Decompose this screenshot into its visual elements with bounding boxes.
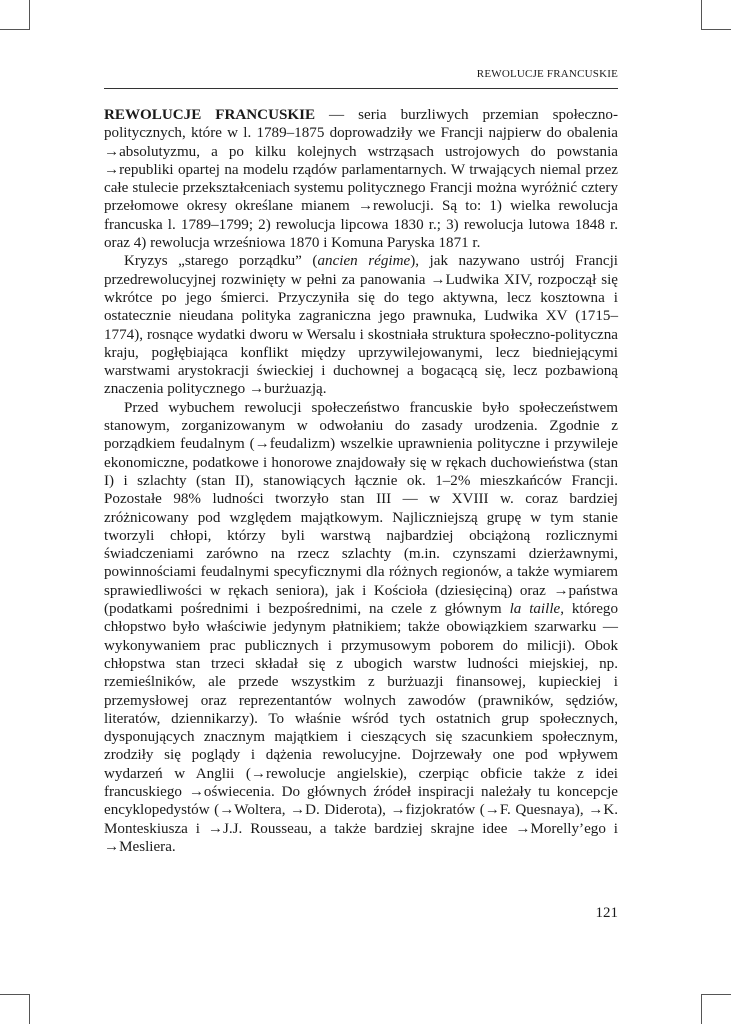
text-segment: Kryzys „starego porządku” ( (124, 253, 318, 270)
paragraph-intro (104, 106, 618, 252)
crop-mark (701, 994, 731, 995)
crop-mark (701, 29, 731, 30)
paragraph-society (104, 399, 618, 856)
italic-term: ancien régime (317, 253, 411, 270)
crop-mark (701, 0, 702, 30)
text-segment: ), jak nazywano ustrój Francji przedrewolucyjnej rozwinięty w pełni za panowania →Ludwika XIV, rozpoczął się wkrótce po jego śmierci. Przyczyniła się do tego aktywna, lecz kosztowna i ostatecznie nieudana polityka zagraniczna jego prawnuka, Ludwika XV (1715–1774), rosnące wydatki dworu w Wersalu i skostniała struktura społeczno-polityczna kraju, pogłębiająca konflikt między uprzywilejowanymi, lecz biedniejącymi warstwami arystokracji świeckiej i duchownej a bogacącą się, lecz pozbawioną znaczenia politycznego →burżuazją. (104, 253, 619, 398)
italic-term: la taille (509, 601, 561, 618)
crop-mark (0, 29, 30, 30)
crop-mark (701, 994, 702, 1024)
text-segment: — seria burzliwych przemian społeczno-politycznych, które w l. 1789–1875 doprowadziły we Francji najpierw do obalenia →absolutyzmu, a po kilku kolejnych wstrząsach ustrojowych do powstania →republiki opartej na modelu rządów parlamentarnych. W trwających niemal przez całe stulecie przekształceniach systemu politycznego Francji można wyróżnić cztery przełomowe okresy określane mianem →rewolucji. Są to: 1) wielka rewolucja francuska l. 1789–1799; 2) rewolucja lipcowa 1830 r.; 3) rewolucja lutowa 1848 r. oraz 4) rewolucja wrześniowa 1870 i Komuna Paryska 1871 r. (104, 107, 619, 252)
entry-title: REWOLUCJE FRANCUSKIE (104, 107, 316, 123)
text-segment: , którego chłopstwo było właściwie jedynym płatnikiem; także obowiązkiem szarwarku — wykonywaniem prac publicznych i przymusowym poborem do milicji). Obok chłopstwa stan trzeci składał się z ubogich warstw ludności miejskiej, np. rzemieślników, ale przede wszystkim z burżuazji finansowej, kupieckiej i przemysłowej oraz reprezentantów wolnych zawodów (prawników, sędziów, literatów, dziennikarzy). To właśnie wśród tych ostatnich grup społecznych, dysponujących znacznym majątkiem i cieszących się szacunkiem społecznym, zrodziły się poglądy i dążenia rewolucyjne. Dojrzewały one pod wpływem wydarzeń w Anglii (→rewolucje angielskie), czerpiąc obficie także z idei francuskiego →oświecenia. Do głównych źródeł inspiracji należały tu koncepcje encyklopedystów (→Woltera, →D. Diderota), →fizjokratów (→F. Quesnaya), →K. Monteskiusza i →J.J. Rousseau, a także bardziej skrajne idee →Morelly’ego i →Mesliera. (104, 601, 618, 855)
crop-mark (0, 994, 30, 995)
running-head: REWOLUCJE FRANCUSKIE (476, 68, 618, 80)
crop-mark (29, 994, 30, 1024)
header-rule (104, 88, 618, 89)
page-number: 121 (595, 905, 618, 921)
text-segment: Przed wybuchem rewolucji społeczeństwo francuskie było społeczeństwem stanowym, zorganizowanym w odwołaniu do zasady urodzenia. Zgodnie z porządkiem feudalnym (→feudalizm) wszelkie uprawnienia polityczne i przywileje ekonomiczne, podatkowe i honorowe znajdowały się w rękach duchowieństwa (stan I) i szlachty (stan II), stanowiących łącznie ok. 1–2% mieszkańców Francji. Pozostałe 98% ludności tworzyło stan III — w XVIII w. coraz bardziej zróżnicowany pod względem majątkowym. Najliczniejszą grupę w tym stanie tworzyli chłopi, którzy byli warstwą najbardziej obciążoną rozlicznymi świadczeniami zarówno na rzecz szlachty (m.in. czynszami dzierżawnymi, powinnościami feudalnymi specyficznymi dla różnych regionów, a także wymiarem sprawiedliwości w rękach seniora), jak i Kościoła (dziesięciną) oraz →państwa (podatkami pośrednimi i bezpośrednimi, na czele z głównym (104, 399, 618, 618)
paragraph-ancien-regime (104, 252, 618, 398)
article-body (104, 106, 618, 856)
crop-mark (29, 0, 30, 30)
